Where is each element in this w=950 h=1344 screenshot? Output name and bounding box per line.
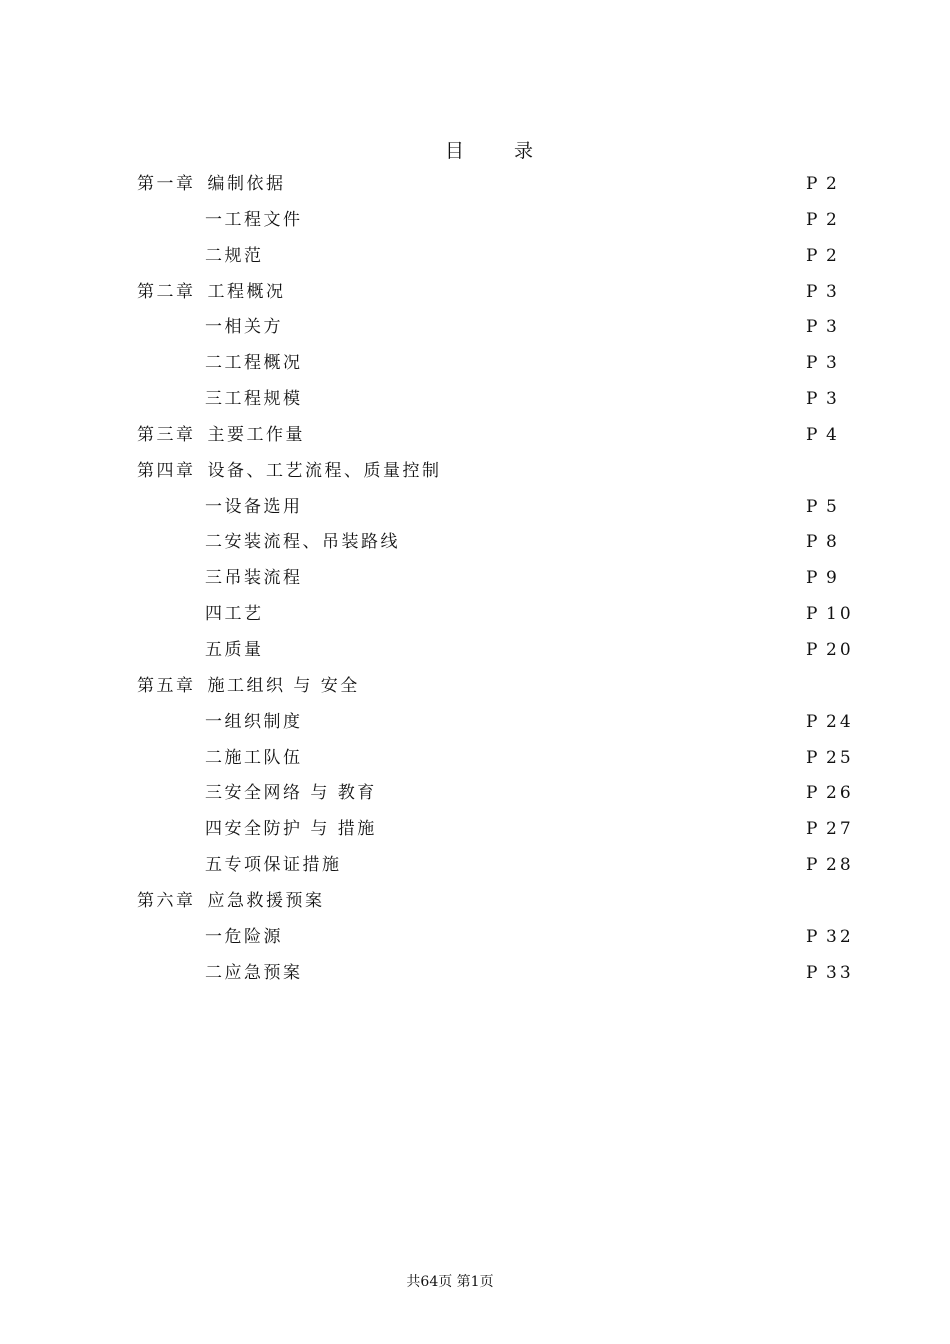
toc-entry-text: 四安全防护 与 措施	[205, 819, 377, 840]
toc-entry-label	[205, 919, 283, 955]
toc-entry-label	[205, 489, 303, 525]
toc-section-row	[0, 560, 950, 596]
toc-page-ref	[806, 847, 854, 883]
toc-list	[0, 166, 950, 990]
toc-section-row	[0, 847, 950, 883]
toc-section-row	[0, 524, 950, 560]
toc-page-ref	[806, 596, 854, 632]
toc-entry-label	[205, 704, 303, 740]
toc-entry-text: 五质量	[205, 639, 264, 660]
chapter-number: 第三章	[137, 424, 196, 445]
toc-entry-label	[205, 632, 264, 668]
page-number: 28	[826, 855, 854, 876]
page-prefix: P	[806, 281, 818, 302]
toc-entry-label	[137, 417, 305, 453]
toc-entry-text: 三吊装流程	[205, 568, 303, 589]
toc-entry-label	[205, 955, 303, 991]
toc-page-ref	[806, 166, 840, 202]
toc-page-ref	[806, 381, 840, 417]
toc-entry-text: 一危险源	[205, 926, 283, 947]
page-prefix: P	[806, 604, 818, 625]
toc-chapter-row	[0, 166, 950, 202]
page-prefix: P	[806, 317, 818, 338]
toc-entry-label	[205, 560, 303, 596]
page-prefix: P	[806, 639, 818, 660]
page-number: 10	[826, 604, 854, 625]
toc-page-ref	[806, 345, 840, 381]
toc-entry-label	[205, 811, 377, 847]
toc-page-ref	[806, 811, 854, 847]
page-footer: 共64页 第1页	[406, 1274, 494, 1290]
toc-entry-label	[137, 166, 286, 202]
toc-entry-label	[205, 345, 303, 381]
toc-section-row	[0, 489, 950, 525]
toc-section-row	[0, 740, 950, 776]
toc-entry-label	[137, 453, 442, 489]
toc-entry-text: 一相关方	[205, 317, 283, 338]
toc-page-ref	[806, 775, 854, 811]
page-number: 2	[826, 245, 840, 266]
toc-entry-label	[205, 524, 400, 560]
page-prefix: P	[806, 174, 818, 194]
toc-entry-label	[137, 274, 286, 310]
toc-entry-label	[205, 775, 377, 811]
page-prefix: P	[806, 389, 818, 410]
toc-entry-label	[137, 883, 325, 919]
toc-entry-text: 二安装流程、吊装路线	[205, 532, 400, 553]
page-number: 26	[826, 783, 854, 804]
toc-entry-label	[205, 381, 303, 417]
toc-entry-text: 四工艺	[205, 604, 264, 625]
chapter-number: 第五章	[137, 675, 196, 696]
toc-entry-label	[205, 309, 283, 345]
page-number: 3	[826, 317, 840, 338]
page-number: 8	[826, 532, 840, 553]
toc-entry-text: 二施工队伍	[205, 747, 303, 768]
toc-page-ref	[806, 238, 840, 274]
toc-page-ref	[806, 560, 840, 596]
toc-section-row	[0, 381, 950, 417]
toc-entry-text: 施工组织 与 安全	[207, 675, 360, 696]
toc-entry-text: 主要工作量	[207, 424, 305, 445]
toc-chapter-row	[0, 453, 950, 489]
toc-entry-text: 一组织制度	[205, 711, 303, 732]
page-number: 2	[826, 174, 840, 194]
page-prefix: P	[806, 819, 818, 840]
toc-page-ref	[806, 632, 854, 668]
toc-section-row	[0, 596, 950, 632]
page-prefix: P	[806, 926, 818, 947]
toc-entry-text: 一工程文件	[205, 209, 303, 230]
toc-title: 目 录	[444, 140, 556, 162]
toc-entry-text: 五专项保证措施	[205, 855, 342, 876]
chapter-number: 第二章	[137, 281, 196, 302]
page-prefix: P	[806, 353, 818, 374]
toc-page-ref	[806, 309, 840, 345]
toc-section-row	[0, 309, 950, 345]
toc-chapter-row	[0, 668, 950, 704]
toc-entry-text: 工程概况	[207, 281, 286, 302]
page-prefix: P	[806, 855, 818, 876]
toc-entry-text: 二工程概况	[205, 353, 303, 374]
toc-section-row	[0, 811, 950, 847]
toc-entry-text: 设备、工艺流程、质量控制	[207, 460, 442, 481]
toc-page-ref	[806, 274, 840, 310]
page-prefix: P	[806, 245, 818, 266]
chapter-number: 第一章	[137, 174, 196, 194]
toc-entry-text: 应急救援预案	[207, 890, 325, 911]
page-number: 5	[826, 496, 840, 517]
page-number: 25	[826, 747, 854, 768]
page-number: 27	[826, 819, 854, 840]
page-prefix: P	[806, 568, 818, 589]
toc-page-ref	[806, 202, 840, 238]
chapter-number: 第四章	[137, 460, 196, 481]
page-number: 20	[826, 639, 854, 660]
toc-page-ref	[806, 524, 840, 560]
toc-entry-text: 二应急预案	[205, 962, 303, 983]
toc-entry-label	[205, 238, 264, 274]
toc-chapter-row	[0, 883, 950, 919]
toc-entry-text: 三安全网络 与 教育	[205, 783, 377, 804]
toc-page-ref	[806, 704, 854, 740]
toc-entry-text: 一设备选用	[205, 496, 303, 517]
toc-section-row	[0, 632, 950, 668]
toc-entry-label	[137, 668, 360, 704]
toc-page-ref	[806, 417, 840, 453]
page-prefix: P	[806, 711, 818, 732]
toc-section-row	[0, 704, 950, 740]
toc-entry-label	[205, 596, 264, 632]
page-prefix: P	[806, 424, 818, 445]
toc-section-row	[0, 345, 950, 381]
page-number: 4	[826, 424, 840, 445]
page-number: 33	[826, 962, 854, 983]
toc-section-row	[0, 955, 950, 991]
page-number: 3	[826, 389, 840, 410]
page-prefix: P	[806, 209, 818, 230]
toc-page-ref	[806, 489, 840, 525]
toc-page-ref	[806, 919, 854, 955]
toc-section-row	[0, 919, 950, 955]
page-number: 3	[826, 281, 840, 302]
toc-page-ref	[806, 740, 854, 776]
toc-entry-label	[205, 202, 303, 238]
page-prefix: P	[806, 747, 818, 768]
page-number: 3	[826, 353, 840, 374]
toc-section-row	[0, 202, 950, 238]
page-prefix: P	[806, 783, 818, 804]
page-prefix: P	[806, 962, 818, 983]
toc-chapter-row	[0, 274, 950, 310]
toc-entry-label	[205, 847, 342, 883]
page-number: 24	[826, 711, 854, 732]
toc-section-row	[0, 775, 950, 811]
toc-entry-text: 编制依据	[207, 174, 286, 194]
toc-entry-text: 三工程规模	[205, 389, 303, 410]
page-prefix: P	[806, 532, 818, 553]
page-prefix: P	[806, 496, 818, 517]
toc-section-row	[0, 238, 950, 274]
page-number: 2	[826, 209, 840, 230]
toc-entry-label	[205, 740, 303, 776]
toc-page-ref	[806, 955, 854, 991]
chapter-number: 第六章	[137, 890, 196, 911]
page-number: 32	[826, 926, 854, 947]
toc-entry-text: 二规范	[205, 245, 264, 266]
page-number: 9	[826, 568, 840, 589]
toc-chapter-row	[0, 417, 950, 453]
